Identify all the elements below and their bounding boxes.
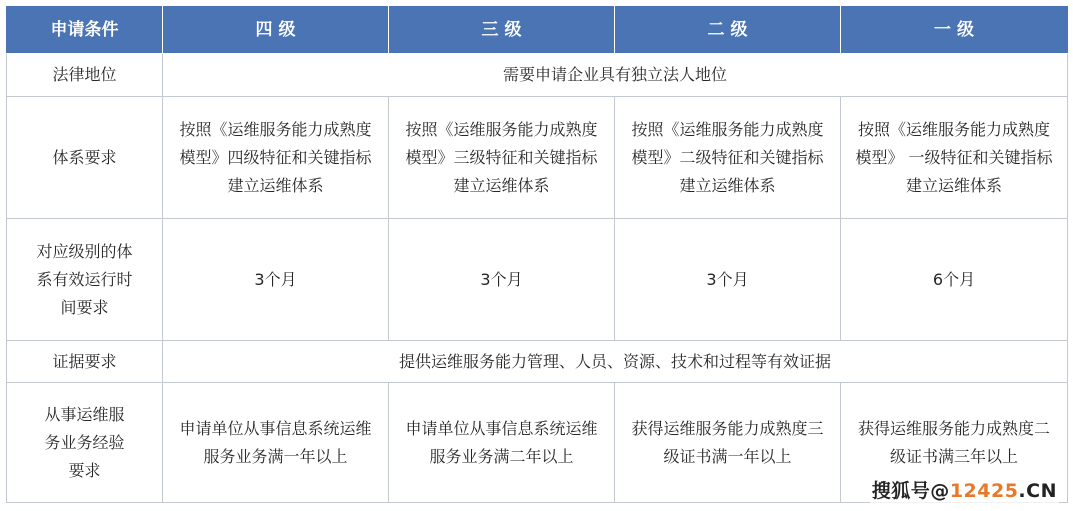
watermark-prefix: 搜狐号@ <box>871 480 950 502</box>
experience-level-3 <box>389 383 615 503</box>
experience-level-2 <box>615 383 841 503</box>
header-level-1: 一 级 <box>841 7 1068 54</box>
header-level-4: 四 级 <box>163 7 389 54</box>
watermark-number: 12425 <box>949 480 1019 502</box>
system-level-3-text: 按照《运维服务能力成熟度模型》三级特征和关键指标建立运维体系 <box>405 119 598 195</box>
runtime-level-4: 3个月 <box>163 219 389 341</box>
system-level-4-text: 按照《运维服务能力成熟度模型》四级特征和关键指标建立运维体系 <box>179 119 372 195</box>
header-condition: 申请条件 <box>7 7 163 54</box>
system-level-4 <box>163 97 389 219</box>
legal-value: 需要申请企业具有独立法人地位 <box>163 54 1068 97</box>
system-level-1-text: 按照《运维服务能力成熟度模型》 一级特征和关键指标建立运维体系 <box>855 119 1053 195</box>
system-level-2 <box>615 97 841 219</box>
system-level-2-text: 按照《运维服务能力成熟度模型》二级特征和关键指标建立运维体系 <box>631 119 824 195</box>
header-level-3: 三 级 <box>389 7 615 54</box>
requirements-table <box>6 6 1068 503</box>
experience-level-3-text: 申请单位从事信息系统运维服务业务满二年以上 <box>405 418 598 466</box>
row-label-evidence: 证据要求 <box>7 341 163 383</box>
system-level-1 <box>841 97 1068 219</box>
row-legal-status <box>7 54 1068 97</box>
row-label-system: 体系要求 <box>7 97 163 219</box>
experience-level-4-text: 申请单位从事信息系统运维服务业务满一年以上 <box>179 418 372 466</box>
experience-level-4 <box>163 383 389 503</box>
sohu-watermark <box>870 476 1059 503</box>
row-label-experience <box>7 383 163 503</box>
evidence-value: 提供运维服务能力管理、人员、资源、技术和过程等有效证据 <box>163 341 1068 383</box>
row-runtime-requirement <box>7 219 1068 341</box>
row-label-legal: 法律地位 <box>7 54 163 97</box>
row-system-requirement <box>7 97 1068 219</box>
row-label-runtime-text: 对应级别的体系有效运行时间要求 <box>36 241 133 317</box>
runtime-level-1: 6个月 <box>841 219 1068 341</box>
experience-level-2-text: 获得运维服务能力成熟度三级证书满一年以上 <box>631 418 824 466</box>
row-label-experience-text: 从事运维服务业务经验要求 <box>44 404 125 480</box>
system-level-3 <box>389 97 615 219</box>
runtime-level-2: 3个月 <box>615 219 841 341</box>
header-level-2: 二 级 <box>615 7 841 54</box>
row-evidence-requirement <box>7 341 1068 383</box>
watermark-suffix: .CN <box>1018 480 1057 502</box>
header-row <box>7 7 1068 54</box>
experience-level-1-text: 获得运维服务能力成熟度二级证书满三年以上 <box>857 418 1050 466</box>
runtime-level-3: 3个月 <box>389 219 615 341</box>
row-label-runtime <box>7 219 163 341</box>
